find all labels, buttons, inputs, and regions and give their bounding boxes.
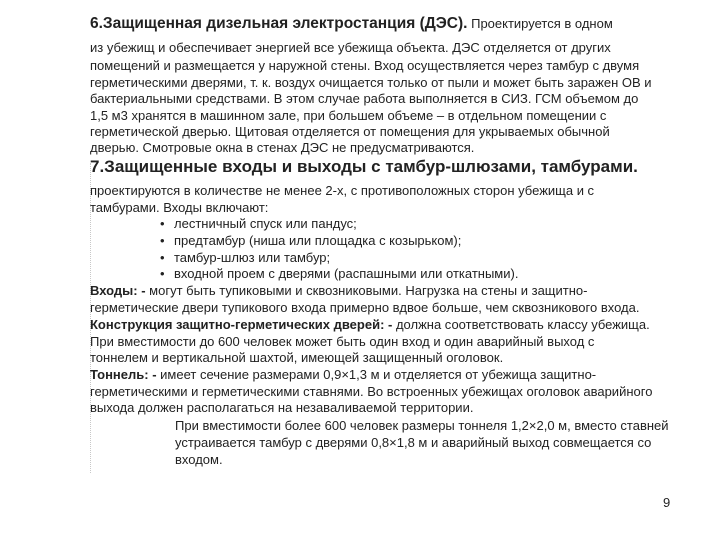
capacity-text: входом. — [175, 452, 223, 467]
tunnel-paragraph-line — [90, 366, 596, 384]
doors-text: тоннелем и вертикальной шахтой, имеющей защищенный оголовок. — [90, 350, 504, 365]
entries-paragraph-line — [90, 282, 587, 300]
section-6-line: дверью. Смотровые окна в стенах ДЭС не предусматриваются. — [90, 140, 475, 155]
section-6-line: помещений и размещается у наружной стены. Вход осуществляется через тамбур с двумя — [90, 58, 640, 73]
list-item — [160, 265, 518, 283]
section-6-line: из убежищ и обеспечивает энергией все убежища объекта. ДЭС отделяется от других — [90, 40, 611, 55]
list-item — [160, 215, 357, 233]
doors-label: Конструкция защитно-герметических дверей: - — [90, 317, 393, 332]
section-7-intro-line: тамбурами. Входы включают: — [90, 200, 269, 215]
list-item-text: тамбур-шлюз или тамбур; — [174, 250, 331, 265]
bullet-icon: • — [160, 266, 165, 281]
bullet-icon: • — [160, 233, 165, 248]
list-item-text: лестничный спуск или пандус; — [174, 216, 357, 231]
section-7-intro-line: проектируются в количестве не менее 2-х, с противоположных сторон убежища и с — [90, 183, 595, 198]
section-6-line: 1,5 м3 хранятся в машинном зале, при большем объеме – в отдельном помещении с — [90, 108, 607, 123]
doors-paragraph-line — [90, 316, 650, 334]
list-item-text: предтамбур (ниша или площадка с козырьком); — [174, 233, 462, 248]
section-6-line: герметической дверью. Щитовая отделяется от помещения для укрываемых обычной — [90, 124, 610, 139]
section-6-line: герметическими дверями, т. к. воздух очищается только от пыли и может быть заражен ОВ и — [90, 75, 652, 90]
capacity-text: При вместимости более 600 человек размеры тоннеля 1,2×2,0 м, вместо ставней — [175, 418, 669, 433]
section-7-heading: 7.Защищенные входы и выходы с тамбур-шлюзами, тамбурами. — [90, 157, 638, 176]
entries-label: Входы: - — [90, 283, 146, 298]
doors-text: должна соответствовать классу убежища. — [395, 317, 650, 332]
section-6-line: бактериальными средствами. В этом случае работа выполняется в СИЗ. ГСМ объемом до — [90, 91, 639, 106]
tunnel-label: Тоннель: - — [90, 367, 157, 382]
doors-text: При вместимости до 600 человек может быть один вход и один аварийный выход с — [90, 334, 595, 349]
tunnel-text: герметическими и герметическими ставнями. Во встроенных убежищах оголовок аварийного — [90, 384, 653, 399]
entries-text: могут быть тупиковыми и сквозниковыми. Нагрузка на стены и защитно- — [149, 283, 588, 298]
tunnel-text: имеет сечение размерами 0,9×1,3 м и отделяется от убежища защитно- — [160, 367, 597, 382]
section-6-first-line — [90, 15, 613, 33]
section-6-line: Проектируется в одном — [471, 16, 613, 31]
tunnel-text: выхода должен располагаться на незаваливаемой территории. — [90, 400, 474, 415]
section-6-heading: 6.Защищенная дизельная электростанция (ДЭС). — [90, 15, 468, 32]
list-item-text: входной проем с дверями (распашными или откатными). — [174, 266, 519, 281]
bullet-icon: • — [160, 250, 165, 265]
entries-text: герметические двери тупикового входа примерно вдвое больше, чем сквозникового входа. — [90, 300, 640, 315]
bullet-icon: • — [160, 216, 165, 231]
capacity-text: устраивается тамбур с дверями 0,8×1,8 м и аварийный выход совмещается со — [175, 435, 652, 450]
list-item — [160, 232, 461, 250]
page-number: 9 — [663, 495, 671, 510]
